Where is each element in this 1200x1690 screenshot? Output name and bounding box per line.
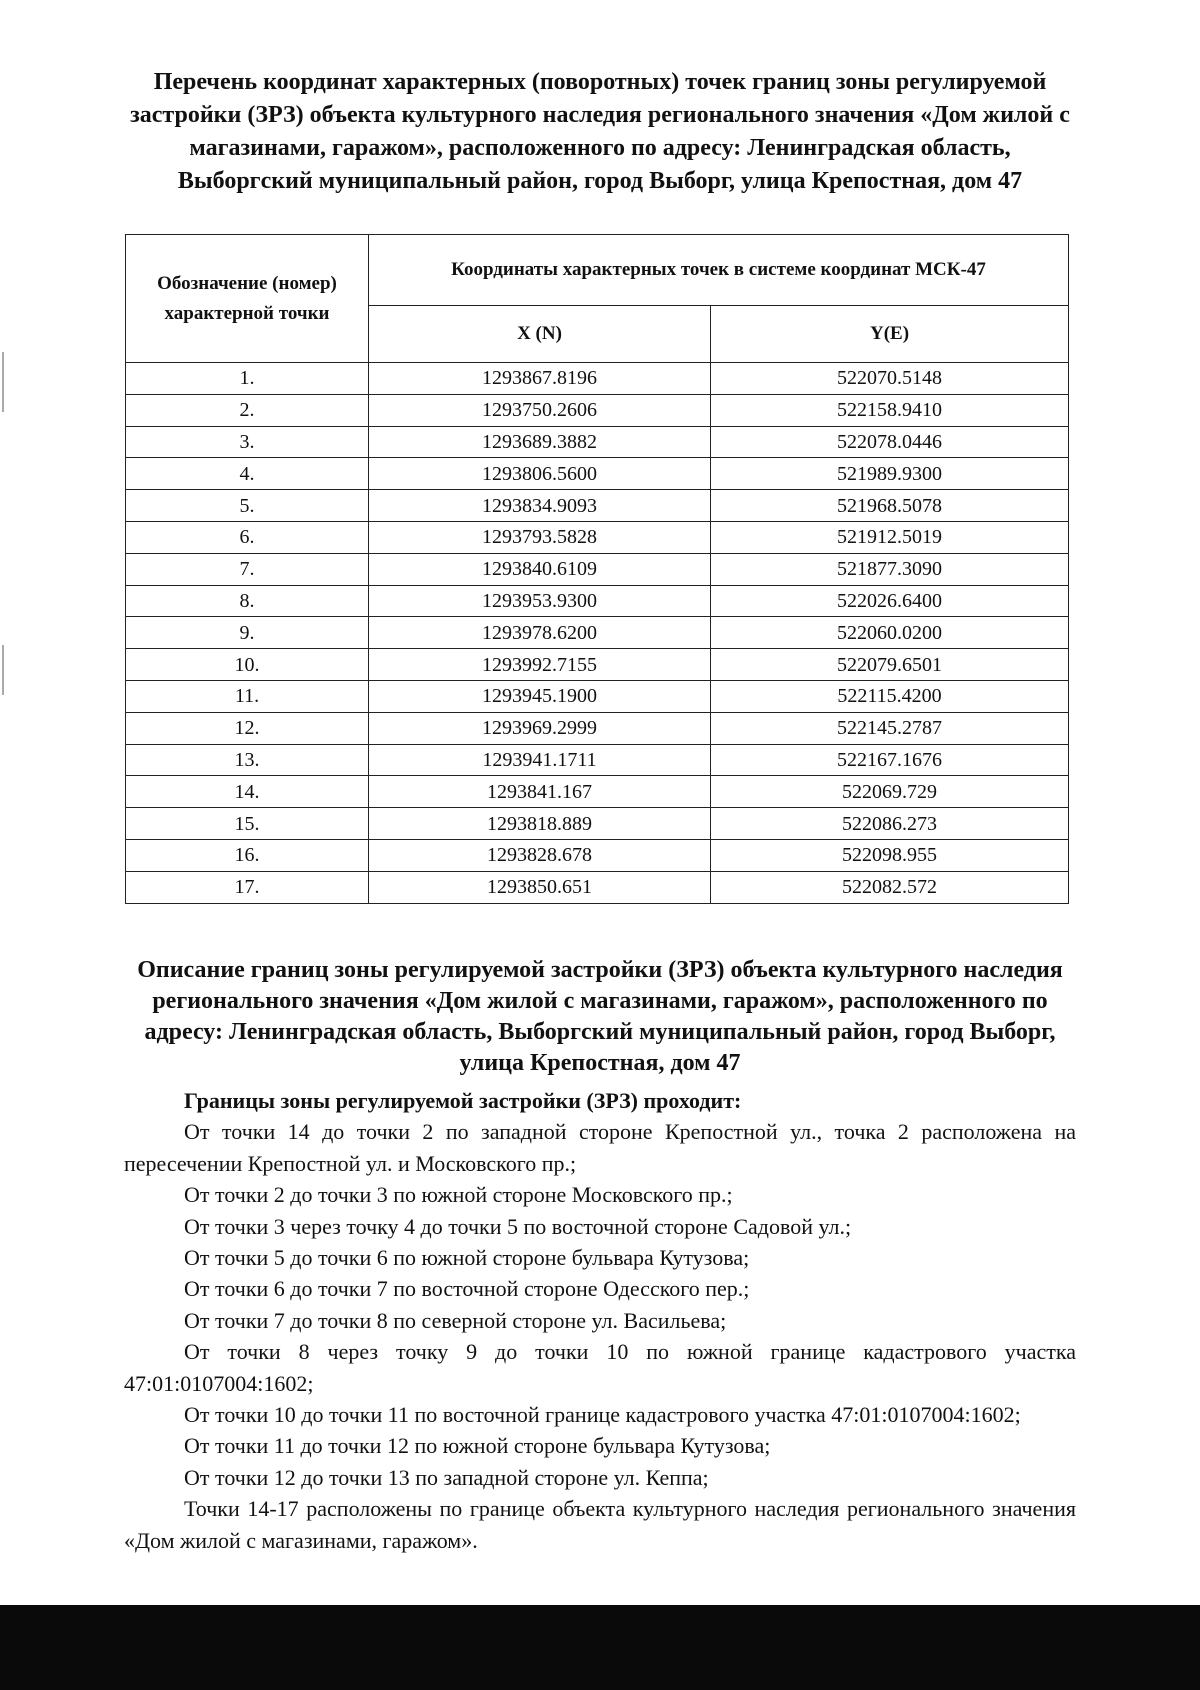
point-number-cell: 13. bbox=[126, 744, 369, 776]
table-row bbox=[126, 363, 1069, 395]
table-row bbox=[126, 394, 1069, 426]
point-number-cell: 15. bbox=[126, 808, 369, 840]
point-number-cell: 6. bbox=[126, 521, 369, 553]
description-paragraph: От точки 5 до точки 6 по южной стороне бульвара Кутузова; bbox=[184, 1245, 750, 1271]
x-coordinate-cell: 1293840.6109 bbox=[369, 553, 711, 585]
table-row bbox=[126, 712, 1069, 744]
x-coordinate-cell: 1293969.2999 bbox=[369, 712, 711, 744]
point-number-cell: 11. bbox=[126, 680, 369, 712]
scan-bottom-bar bbox=[0, 1605, 1200, 1690]
table-row bbox=[126, 553, 1069, 585]
y-coordinate-cell: 521989.9300 bbox=[711, 458, 1069, 490]
y-coordinate-cell: 522167.1676 bbox=[711, 744, 1069, 776]
x-coordinate-cell: 1293806.5600 bbox=[369, 458, 711, 490]
x-coordinate-cell: 1293793.5828 bbox=[369, 521, 711, 553]
table-row bbox=[126, 521, 1069, 553]
y-coordinate-cell: 522060.0200 bbox=[711, 617, 1069, 649]
x-coordinate-cell: 1293867.8196 bbox=[369, 363, 711, 395]
x-coordinate-cell: 1293818.889 bbox=[369, 808, 711, 840]
coordinates-column-header: Координаты характерных точек в системе координат МСК-47 bbox=[369, 235, 1069, 306]
description-paragraph: От точки 2 до точки 3 по южной стороне Московского пр.; bbox=[184, 1182, 733, 1208]
table-row bbox=[126, 649, 1069, 681]
point-number-cell: 12. bbox=[126, 712, 369, 744]
x-coordinate-cell: 1293953.9300 bbox=[369, 585, 711, 617]
coordinates-list-title: Перечень координат характерных (поворотных) точек границ зоны регулируемой застройки (ЗРЗ) объекта культурного наследия регионального значения «Дом жилой с магазинами, гаражом», расположенного по адресу: Ленинградская область, Выборгский муниципальный район, город Выборг, улица Крепостная, дом 47 bbox=[130, 69, 1070, 194]
y-coordinate-cell: 522082.572 bbox=[711, 871, 1069, 903]
point-number-cell: 10. bbox=[126, 649, 369, 681]
y-coordinate-cell: 522098.955 bbox=[711, 839, 1069, 871]
x-coordinate-cell: 1293834.9093 bbox=[369, 490, 711, 522]
table-row bbox=[126, 839, 1069, 871]
description-paragraph: От точки 3 через точку 4 до точки 5 по восточной стороне Садовой ул.; bbox=[184, 1213, 852, 1239]
y-coordinate-cell: 522158.9410 bbox=[711, 394, 1069, 426]
table-row bbox=[126, 871, 1069, 903]
table-row bbox=[126, 776, 1069, 808]
y-coordinate-cell: 522079.6501 bbox=[711, 649, 1069, 681]
y-coordinate-cell: 521877.3090 bbox=[711, 553, 1069, 585]
x-column-header: X (N) bbox=[369, 306, 711, 363]
boundary-description bbox=[124, 1085, 1076, 1556]
scan-edge-mark bbox=[2, 352, 4, 412]
x-coordinate-cell: 1293978.6200 bbox=[369, 617, 711, 649]
table-row bbox=[126, 490, 1069, 522]
y-coordinate-cell: 521912.5019 bbox=[711, 521, 1069, 553]
description-paragraph: От точки 12 до точки 13 по западной стороне ул. Кеппа; bbox=[184, 1464, 709, 1490]
y-coordinate-cell: 521968.5078 bbox=[711, 490, 1069, 522]
point-number-cell: 17. bbox=[126, 871, 369, 903]
description-paragraph: Точки 14-17 расположены по границе объекта культурного наследия регионального значения «Дом жилой с магазинами, гаражом». bbox=[124, 1496, 1076, 1553]
y-coordinate-cell: 522026.6400 bbox=[711, 585, 1069, 617]
y-coordinate-cell: 522069.729 bbox=[711, 776, 1069, 808]
point-number-cell: 16. bbox=[126, 839, 369, 871]
point-number-cell: 9. bbox=[126, 617, 369, 649]
table-row bbox=[126, 458, 1069, 490]
boundary-description-title: Описание границ зоны регулируемой застройки (ЗРЗ) объекта культурного наследия регионального значения «Дом жилой с магазинами, гаражом», расположенного по адресу: Ленинградская область, Выборгский муниципальный район, город Выборг, улица Крепостная, дом 47 bbox=[137, 957, 1063, 1076]
x-coordinate-cell: 1293941.1711 bbox=[369, 744, 711, 776]
table-row bbox=[126, 426, 1069, 458]
x-coordinate-cell: 1293828.678 bbox=[369, 839, 711, 871]
coordinates-table bbox=[125, 234, 1069, 904]
point-number-cell: 7. bbox=[126, 553, 369, 585]
description-paragraph: От точки 6 до точки 7 по восточной стороне Одесского пер.; bbox=[184, 1276, 750, 1302]
y-coordinate-cell: 522145.2787 bbox=[711, 712, 1069, 744]
description-paragraph: От точки 10 до точки 11 по восточной границе кадастрового участка 47:01:0107004:1602; bbox=[184, 1402, 1021, 1428]
x-coordinate-cell: 1293841.167 bbox=[369, 776, 711, 808]
description-paragraph: От точки 11 до точки 12 по южной стороне бульвара Кутузова; bbox=[184, 1433, 771, 1459]
table-row bbox=[126, 617, 1069, 649]
x-coordinate-cell: 1293992.7155 bbox=[369, 649, 711, 681]
y-coordinate-cell: 522070.5148 bbox=[711, 363, 1069, 395]
table-row bbox=[126, 808, 1069, 840]
description-paragraphs bbox=[124, 1116, 1076, 1556]
description-lead: Границы зоны регулируемой застройки (ЗРЗ) проходит: bbox=[184, 1088, 742, 1113]
x-coordinate-cell: 1293850.651 bbox=[369, 871, 711, 903]
point-number-cell: 4. bbox=[126, 458, 369, 490]
y-coordinate-cell: 522086.273 bbox=[711, 808, 1069, 840]
table-row bbox=[126, 585, 1069, 617]
point-number-cell: 5. bbox=[126, 490, 369, 522]
point-number-cell: 3. bbox=[126, 426, 369, 458]
description-paragraph: От точки 7 до точки 8 по северной стороне ул. Васильева; bbox=[184, 1307, 727, 1333]
y-coordinate-cell: 522078.0446 bbox=[711, 426, 1069, 458]
scan-edge-mark bbox=[2, 645, 4, 695]
point-number-cell: 1. bbox=[126, 363, 369, 395]
description-paragraph: От точки 8 через точку 9 до точки 10 по южной границе кадастрового участка 47:01:0107004:1602; bbox=[124, 1339, 1076, 1396]
point-number-cell: 8. bbox=[126, 585, 369, 617]
y-column-header: Y(E) bbox=[711, 306, 1069, 363]
x-coordinate-cell: 1293750.2606 bbox=[369, 394, 711, 426]
y-coordinate-cell: 522115.4200 bbox=[711, 680, 1069, 712]
table-row bbox=[126, 744, 1069, 776]
point-number-cell: 2. bbox=[126, 394, 369, 426]
description-paragraph: От точки 14 до точки 2 по западной стороне Крепостной ул., точка 2 расположена на пересечении Крепостной ул. и Московского пр.; bbox=[124, 1119, 1076, 1176]
point-number-cell: 14. bbox=[126, 776, 369, 808]
table-row bbox=[126, 680, 1069, 712]
x-coordinate-cell: 1293689.3882 bbox=[369, 426, 711, 458]
x-coordinate-cell: 1293945.1900 bbox=[369, 680, 711, 712]
point-column-header: Обозначение (номер) характерной точки bbox=[126, 235, 369, 363]
coordinates-rows bbox=[126, 363, 1069, 904]
